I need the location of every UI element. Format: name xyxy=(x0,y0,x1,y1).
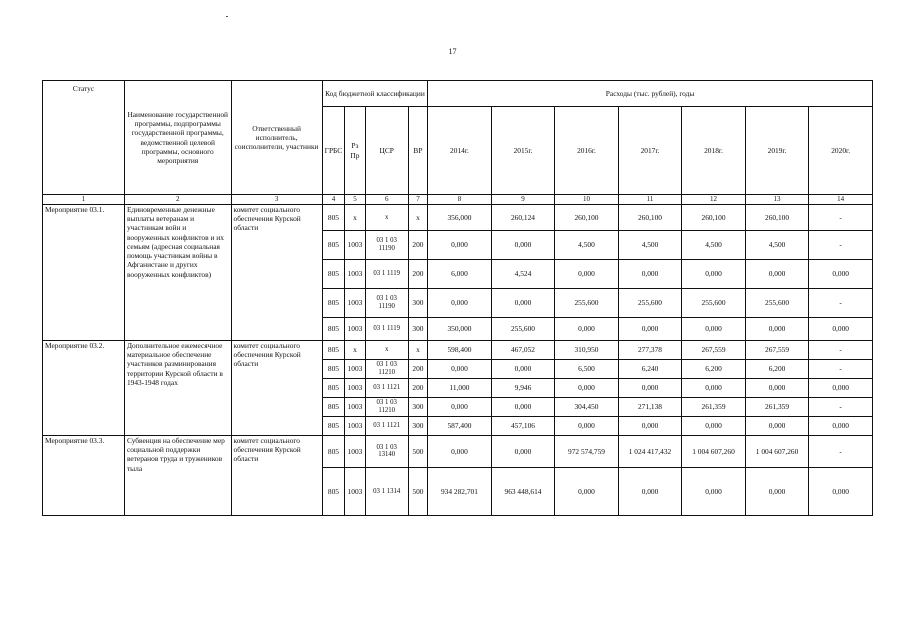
column-number: 12 xyxy=(682,195,746,205)
expense-cell: 0,000 xyxy=(428,435,492,467)
csr-cell: 03 1 03 11190 xyxy=(365,288,408,317)
expense-cell: 0,000 xyxy=(618,416,682,435)
csr-cell: 03 1 03 11190 xyxy=(365,230,408,259)
grbs-cell: 805 xyxy=(322,317,345,340)
rzpr-cell: 1003 xyxy=(345,230,365,259)
expense-cell: 0,000 xyxy=(745,467,809,515)
responsible-cell: комитет социального обеспечения Курской области xyxy=(231,340,322,435)
header-year: 2014г. xyxy=(428,107,492,195)
vr-cell: x xyxy=(408,204,428,230)
expense-cell: 0,000 xyxy=(745,317,809,340)
column-number: 13 xyxy=(745,195,809,205)
scan-mark xyxy=(226,16,228,17)
expense-cell: 963 448,614 xyxy=(491,467,555,515)
expense-cell: 0,000 xyxy=(682,259,746,288)
expense-cell: 0,000 xyxy=(428,359,492,378)
vr-cell: 200 xyxy=(408,378,428,397)
expense-cell: 260,100 xyxy=(682,204,746,230)
activity-name-cell: Дополнительное ежемесячное материальное обеспечение участников разминирования территории Курской области в 1943-1948 годах xyxy=(124,340,231,435)
expense-cell: 6,240 xyxy=(618,359,682,378)
expense-cell: - xyxy=(809,397,873,416)
expense-cell: 0,000 xyxy=(555,467,619,515)
expense-cell: 260,124 xyxy=(491,204,555,230)
expense-cell: 267,559 xyxy=(745,340,809,359)
vr-cell: 300 xyxy=(408,317,428,340)
grbs-cell: 805 xyxy=(322,288,345,317)
column-number: 5 xyxy=(345,195,365,205)
grbs-cell: 805 xyxy=(322,467,345,515)
expense-cell: 0,000 xyxy=(745,378,809,397)
expense-cell: 0,000 xyxy=(428,288,492,317)
header-responsible: Ответственный исполнитель, соисполнители, участники xyxy=(231,81,322,195)
status-cell: Мероприятие 03.2. xyxy=(43,340,125,435)
csr-cell: 03 1 1119 xyxy=(365,317,408,340)
vr-cell: 300 xyxy=(408,288,428,317)
vr-cell: 500 xyxy=(408,435,428,467)
expense-cell: 1 004 607,260 xyxy=(682,435,746,467)
expense-cell: 0,000 xyxy=(682,467,746,515)
column-number: 14 xyxy=(809,195,873,205)
expense-cell: 271,138 xyxy=(618,397,682,416)
expense-cell: 0,000 xyxy=(745,416,809,435)
rzpr-cell: 1003 xyxy=(345,416,365,435)
expense-cell: 0,000 xyxy=(809,317,873,340)
rzpr-cell: 1003 xyxy=(345,288,365,317)
header-year: 2020г. xyxy=(809,107,873,195)
expense-cell: 4,524 xyxy=(491,259,555,288)
expense-cell: 6,500 xyxy=(555,359,619,378)
expense-cell: - xyxy=(809,340,873,359)
column-number-row xyxy=(43,195,873,205)
expense-cell: 972 574,759 xyxy=(555,435,619,467)
expense-cell: 255,600 xyxy=(491,317,555,340)
expense-cell: 304,450 xyxy=(555,397,619,416)
csr-cell: 03 1 1121 xyxy=(365,416,408,435)
vr-cell: 200 xyxy=(408,359,428,378)
expense-cell: 0,000 xyxy=(491,397,555,416)
expense-cell: 598,400 xyxy=(428,340,492,359)
expense-cell: 0,000 xyxy=(618,317,682,340)
expense-cell: 1 004 607,260 xyxy=(745,435,809,467)
grbs-cell: 805 xyxy=(322,359,345,378)
column-number: 11 xyxy=(618,195,682,205)
csr-cell: x xyxy=(365,204,408,230)
expense-cell: 0,000 xyxy=(618,259,682,288)
expense-cell: 1 024 417,432 xyxy=(618,435,682,467)
column-number: 9 xyxy=(491,195,555,205)
expense-cell: - xyxy=(809,435,873,467)
grbs-cell: 805 xyxy=(322,340,345,359)
column-number: 10 xyxy=(555,195,619,205)
page-number: 17 xyxy=(448,47,457,56)
csr-cell: 03 1 1121 xyxy=(365,378,408,397)
csr-cell: 03 1 03 13140 xyxy=(365,435,408,467)
expense-cell: 0,000 xyxy=(682,317,746,340)
expense-cell: 457,106 xyxy=(491,416,555,435)
status-cell: Мероприятие 03.3. xyxy=(43,435,125,515)
expense-cell: 255,600 xyxy=(555,288,619,317)
vr-cell: 200 xyxy=(408,259,428,288)
expense-cell: 467,052 xyxy=(491,340,555,359)
expense-cell: 350,000 xyxy=(428,317,492,340)
expense-cell: 0,000 xyxy=(809,259,873,288)
expense-cell: 0,000 xyxy=(809,416,873,435)
expense-cell: 0,000 xyxy=(618,378,682,397)
header-rzpr: Рз Пр xyxy=(345,107,365,195)
expense-cell: 6,000 xyxy=(428,259,492,288)
expense-cell: 0,000 xyxy=(745,259,809,288)
vr-cell: x xyxy=(408,340,428,359)
table-row xyxy=(43,435,873,467)
expense-cell: 0,000 xyxy=(682,378,746,397)
expense-cell: 267,559 xyxy=(682,340,746,359)
csr-cell: 03 1 03 11210 xyxy=(365,359,408,378)
grbs-cell: 805 xyxy=(322,230,345,259)
expense-cell: 4,500 xyxy=(745,230,809,259)
expense-cell: 0,000 xyxy=(555,416,619,435)
expense-cell: 0,000 xyxy=(491,359,555,378)
rzpr-cell: 1003 xyxy=(345,378,365,397)
grbs-cell: 805 xyxy=(322,204,345,230)
vr-cell: 300 xyxy=(408,397,428,416)
grbs-cell: 805 xyxy=(322,435,345,467)
header-year: 2016г. xyxy=(555,107,619,195)
expense-cell: 255,600 xyxy=(618,288,682,317)
header-expenses: Расходы (тыс. рублей), годы xyxy=(428,81,873,107)
csr-cell: 03 1 03 11210 xyxy=(365,397,408,416)
expense-cell: 260,100 xyxy=(618,204,682,230)
expense-cell: 0,000 xyxy=(555,259,619,288)
expense-cell: 0,000 xyxy=(618,467,682,515)
expense-cell: 0,000 xyxy=(809,467,873,515)
rzpr-cell: 1003 xyxy=(345,435,365,467)
header-grbs: ГРБС xyxy=(322,107,345,195)
table-row xyxy=(43,204,873,230)
responsible-cell: комитет социального обеспечения Курской области xyxy=(231,204,322,340)
header-year: 2018г. xyxy=(682,107,746,195)
expense-cell: 6,200 xyxy=(682,359,746,378)
expense-cell: 260,100 xyxy=(555,204,619,230)
csr-cell: 03 1 1314 xyxy=(365,467,408,515)
header-vr: ВР xyxy=(408,107,428,195)
expense-cell: 255,600 xyxy=(682,288,746,317)
budget-table xyxy=(42,80,873,516)
table-row xyxy=(43,340,873,359)
expense-cell: 356,000 xyxy=(428,204,492,230)
expense-cell: - xyxy=(809,288,873,317)
grbs-cell: 805 xyxy=(322,259,345,288)
column-number: 4 xyxy=(322,195,345,205)
header-year: 2019г. xyxy=(745,107,809,195)
expense-cell: 261,359 xyxy=(745,397,809,416)
header-name: Наименование государственной программы, подпрограммы государственной программы, ведомственной целевой программы, основного мероприятия xyxy=(124,81,231,195)
vr-cell: 300 xyxy=(408,416,428,435)
expense-cell: 277,378 xyxy=(618,340,682,359)
column-number: 7 xyxy=(408,195,428,205)
rzpr-cell: 1003 xyxy=(345,259,365,288)
expense-cell: 260,100 xyxy=(745,204,809,230)
expense-cell: 0,000 xyxy=(555,317,619,340)
expense-cell: 0,000 xyxy=(491,230,555,259)
expense-cell: 934 282,701 xyxy=(428,467,492,515)
expense-cell: 0,000 xyxy=(428,397,492,416)
expense-cell: - xyxy=(809,204,873,230)
expense-cell: 255,600 xyxy=(745,288,809,317)
header-status: Статус xyxy=(43,81,125,195)
responsible-cell: комитет социального обеспечения Курской области xyxy=(231,435,322,515)
expense-cell: 310,950 xyxy=(555,340,619,359)
column-number: 2 xyxy=(124,195,231,205)
grbs-cell: 805 xyxy=(322,397,345,416)
column-number: 8 xyxy=(428,195,492,205)
expense-cell: 0,000 xyxy=(682,416,746,435)
activity-name-cell: Субвенция на обеспечение мер социальной поддержки ветеранов труда и тружеников тыла xyxy=(124,435,231,515)
expense-cell: 6,200 xyxy=(745,359,809,378)
column-number: 3 xyxy=(231,195,322,205)
table-body xyxy=(43,204,873,515)
expense-cell: 11,000 xyxy=(428,378,492,397)
expense-cell: 4,500 xyxy=(618,230,682,259)
activity-name-cell: Единовременные денежные выплаты ветеранам и участникам войн и вооруженных конфликтов и их семьям (адресная социальная помощь участникам войны в Афганистане и других вооруженных конфликтов) xyxy=(124,204,231,340)
expense-cell: - xyxy=(809,230,873,259)
csr-cell: 03 1 1119 xyxy=(365,259,408,288)
expense-cell: 0,000 xyxy=(428,230,492,259)
rzpr-cell: x xyxy=(345,204,365,230)
expense-cell: 0,000 xyxy=(555,378,619,397)
rzpr-cell: 1003 xyxy=(345,359,365,378)
status-cell: Мероприятие 03.1. xyxy=(43,204,125,340)
header-year: 2015г. xyxy=(491,107,555,195)
expense-cell: 0,000 xyxy=(809,378,873,397)
rzpr-cell: x xyxy=(345,340,365,359)
expense-cell: 261,359 xyxy=(682,397,746,416)
vr-cell: 500 xyxy=(408,467,428,515)
header-year: 2017г. xyxy=(618,107,682,195)
column-number: 1 xyxy=(43,195,125,205)
grbs-cell: 805 xyxy=(322,416,345,435)
rzpr-cell: 1003 xyxy=(345,317,365,340)
expense-cell: 0,000 xyxy=(491,288,555,317)
expense-cell: 4,500 xyxy=(555,230,619,259)
rzpr-cell: 1003 xyxy=(345,467,365,515)
header-kbk: Код бюджетной классификации xyxy=(322,81,428,107)
expense-cell: 587,400 xyxy=(428,416,492,435)
expense-cell: 0,000 xyxy=(491,435,555,467)
vr-cell: 200 xyxy=(408,230,428,259)
column-number: 6 xyxy=(365,195,408,205)
csr-cell: x xyxy=(365,340,408,359)
expense-cell: 9,946 xyxy=(491,378,555,397)
grbs-cell: 805 xyxy=(322,378,345,397)
expense-cell: - xyxy=(809,359,873,378)
rzpr-cell: 1003 xyxy=(345,397,365,416)
header-csr: ЦСР xyxy=(365,107,408,195)
expense-cell: 4,500 xyxy=(682,230,746,259)
